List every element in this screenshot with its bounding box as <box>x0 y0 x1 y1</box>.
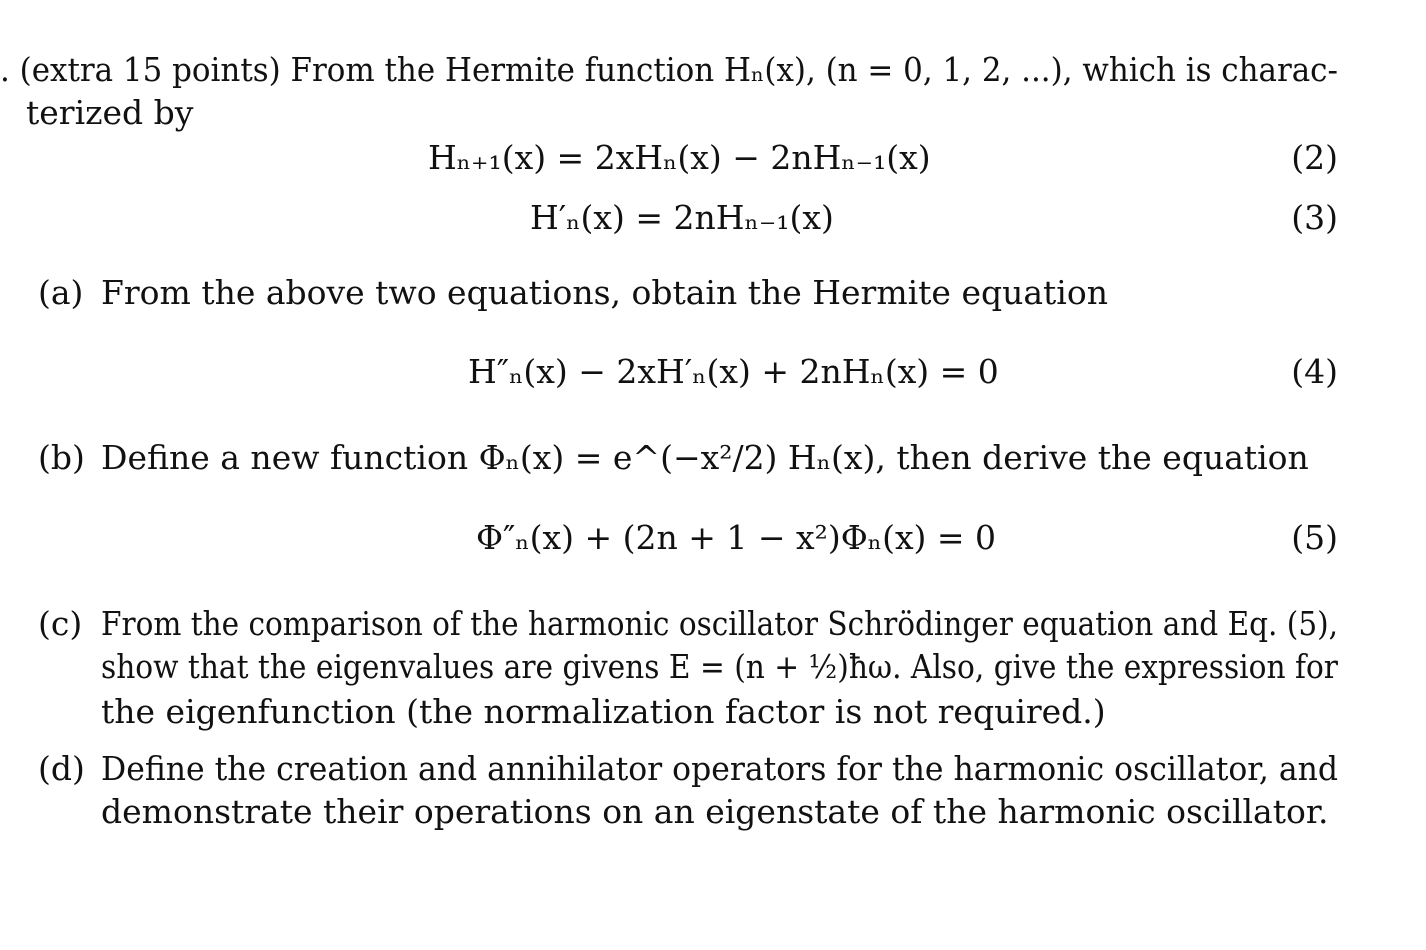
equation-4: H″ₙ(x) − 2xH′ₙ(x) + 2nHₙ(x) = 0 <box>468 352 999 391</box>
equation-5: Φ″ₙ(x) + (2n + 1 − x²)Φₙ(x) = 0 <box>476 518 997 557</box>
part-c-line3: the eigenfunction (the normalization factor is not required.) <box>101 692 1106 731</box>
part-d-line1: Define the creation and annihilator operators for the harmonic oscillator, and <box>101 749 1339 788</box>
problem-intro-line2: terized by <box>26 93 194 132</box>
part-c-line1: From the comparison of the harmonic oscillator Schrödinger equation and Eq. (5), <box>101 604 1339 643</box>
problem-intro-line1: . (extra 15 points) From the Hermite function Hₙ(x), (n = 0, 1, 2, ...), which is charac- <box>0 50 1338 89</box>
equation-4-number: (4) <box>1291 352 1338 391</box>
part-c-label: (c) <box>38 604 83 643</box>
part-a-text: From the above two equations, obtain the Hermite equation <box>101 273 1108 312</box>
equation-3: H′ₙ(x) = 2nHₙ₋₁(x) <box>530 198 834 237</box>
part-b-label: (b) <box>38 438 85 477</box>
equation-5-number: (5) <box>1291 518 1338 557</box>
part-c-line2: show that the eigenvalues are givens E = (n + ½)ħω. Also, give the expression for <box>101 647 1338 686</box>
part-d-line2: demonstrate their operations on an eigenstate of the harmonic oscillator. <box>101 792 1329 831</box>
part-d-label: (d) <box>38 749 85 788</box>
part-b-text: Define a new function Φₙ(x) = e^(−x²/2) Hₙ(x), then derive the equation <box>101 438 1309 477</box>
part-a-label: (a) <box>38 273 84 312</box>
equation-2: Hₙ₊₁(x) = 2xHₙ(x) − 2nHₙ₋₁(x) <box>428 138 931 177</box>
equation-2-number: (2) <box>1291 138 1338 177</box>
equation-3-number: (3) <box>1291 198 1338 237</box>
